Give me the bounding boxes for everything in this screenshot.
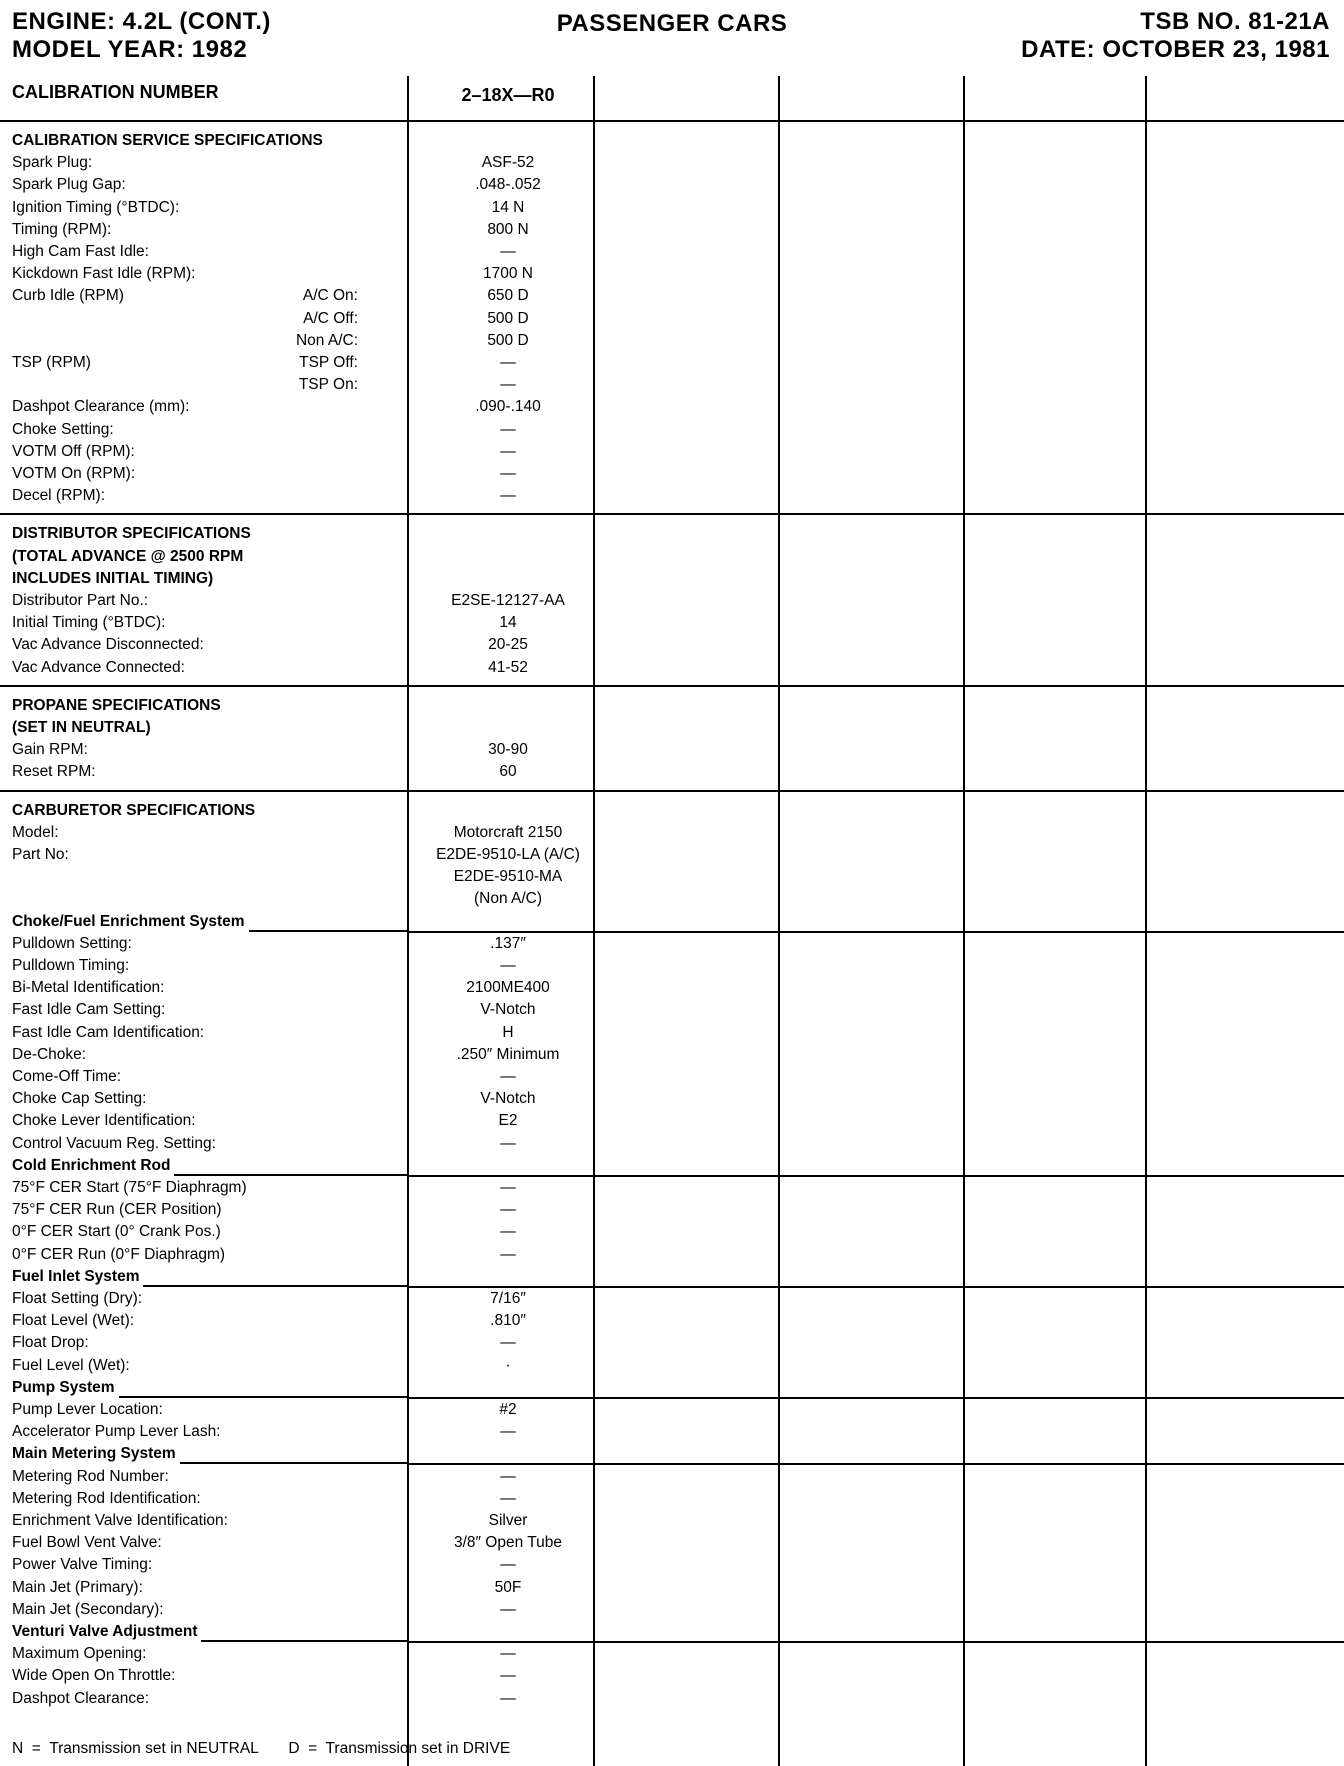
engine-title: ENGINE: 4.2L (CONT.) — [12, 8, 271, 35]
spec-row — [12, 866, 1342, 888]
spec-row — [12, 1599, 1342, 1621]
section-heading-row — [12, 911, 1342, 933]
spec-label: Spark Plug: — [12, 154, 93, 172]
spec-row — [12, 1288, 1342, 1310]
spec-row — [12, 739, 1342, 761]
spec-label: Kickdown Fast Idle (RPM): — [12, 265, 196, 283]
spec-value: (Non A/C) — [473, 890, 543, 908]
spec-sublabel: Non A/C: — [295, 331, 358, 349]
subsection-divider — [407, 1286, 1344, 1288]
subsection-divider — [407, 1463, 1344, 1465]
section-heading: CALIBRATION SERVICE SPECIFICATIONS — [12, 132, 323, 149]
spec-label: Choke Cap Setting: — [12, 1090, 147, 1108]
spec-value: .048-.052 — [475, 176, 541, 194]
spec-value: 30-90 — [488, 741, 528, 759]
section-heading-row — [12, 130, 1342, 152]
spec-label: Come-Off Time: — [12, 1068, 122, 1085]
spec-row — [12, 1665, 1342, 1687]
calibration-number-value: 2–18X—R0 — [461, 85, 555, 105]
spec-row — [12, 1310, 1342, 1332]
section-heading-row — [12, 568, 1342, 590]
spec-value: ASF-52 — [481, 154, 535, 172]
spec-row — [12, 844, 1342, 866]
spec-value: — — [500, 1667, 516, 1685]
spec-row — [12, 1088, 1342, 1110]
spec-value: 14 N — [491, 198, 525, 216]
spec-label: Metering Rod Identification: — [12, 1489, 201, 1507]
spec-row — [12, 241, 1342, 263]
spec-row — [12, 590, 1342, 612]
spec-label: 75°F CER Run (CER Position) — [12, 1201, 222, 1219]
subsection-divider — [407, 1397, 1344, 1399]
spec-row — [12, 1066, 1342, 1088]
spec-row — [12, 463, 1342, 485]
spec-label: Fast Idle Cam Identification: — [12, 1023, 205, 1041]
spec-row — [12, 263, 1342, 285]
spec-label: Power Valve Timing: — [12, 1556, 153, 1574]
spec-label: Initial Timing (°BTDC): — [12, 614, 166, 632]
spec-value: .137″ — [490, 934, 526, 952]
spec-label: 0°F CER Run (0°F Diaphragm) — [12, 1245, 226, 1263]
footer-legend: N = Transmission set in NEUTRAL D = Transmission set in DRIVE — [12, 1740, 511, 1757]
spec-label: Accelerator Pump Lever Lash: — [12, 1423, 221, 1441]
spec-value: 20-25 — [488, 636, 528, 654]
spec-label: Decel (RPM): — [12, 487, 106, 505]
spec-label: Vac Advance Disconnected: — [12, 636, 204, 654]
spec-label: Pulldown Setting: — [12, 934, 132, 952]
spec-label: 0°F CER Start (0° Crank Pos.) — [12, 1223, 221, 1241]
section-heading-row — [12, 1266, 1342, 1288]
spec-label: Pump Lever Location: — [12, 1401, 163, 1418]
spec-sublabel: A/C Off: — [303, 309, 358, 327]
spec-value: 50F — [494, 1578, 522, 1596]
model-year-title: MODEL YEAR: 1982 — [12, 36, 248, 63]
spec-row — [12, 419, 1342, 441]
spec-row — [12, 1466, 1342, 1488]
spec-label: Choke Setting: — [12, 420, 114, 438]
spec-label: Model: — [12, 823, 59, 841]
spec-label: Ignition Timing (°BTDC): — [12, 198, 180, 216]
spec-label: Choke Lever Identification: — [12, 1112, 196, 1130]
subsection-divider — [407, 1641, 1344, 1643]
section-heading: Venturi Valve Adjustment — [12, 1623, 198, 1640]
spec-row — [12, 441, 1342, 463]
spec-row — [12, 152, 1342, 174]
spec-label: Fuel Level (Wet): — [12, 1356, 130, 1374]
spec-value: 3/8″ Open Tube — [453, 1534, 563, 1552]
spec-row — [12, 374, 1342, 396]
spec-row — [12, 634, 1342, 656]
spec-label: Main Jet (Primary): — [12, 1578, 143, 1596]
subsection-rule — [201, 1640, 407, 1642]
spec-value: — — [500, 1334, 516, 1352]
spec-value: — — [500, 420, 516, 438]
section-heading-row — [12, 717, 1342, 739]
spec-label: Metering Rod Number: — [12, 1467, 169, 1485]
spec-value: — — [500, 1689, 516, 1707]
spec-row — [12, 1510, 1342, 1532]
spec-row — [12, 888, 1342, 910]
section-heading-row — [12, 523, 1342, 545]
section-heading: DISTRIBUTOR SPECIFICATIONS — [12, 525, 251, 543]
spec-row — [12, 612, 1342, 634]
spec-row — [12, 657, 1342, 679]
spec-value: E2DE-9510-LA (A/C) — [436, 846, 580, 863]
subsection-divider — [407, 1175, 1344, 1177]
spec-value: — — [500, 1467, 516, 1485]
spec-row — [12, 999, 1342, 1021]
section-heading-row — [12, 695, 1342, 717]
section-divider — [0, 685, 1344, 687]
spec-row — [12, 822, 1342, 844]
spec-label: Spark Plug Gap: — [12, 176, 126, 194]
spec-value: E2 — [498, 1112, 518, 1130]
section-heading: Pump System — [12, 1378, 115, 1396]
spec-value: #2 — [499, 1401, 517, 1418]
section-heading: Main Metering System — [12, 1445, 176, 1463]
header-tsb-block — [1021, 8, 1330, 64]
spec-value: 7/16″ — [490, 1290, 526, 1307]
spec-value: 2100ME400 — [466, 979, 550, 997]
spec-value: .090-.140 — [475, 398, 541, 416]
section-heading-row — [12, 546, 1342, 568]
spec-row — [12, 1022, 1342, 1044]
spec-value: — — [500, 487, 516, 505]
section-heading: (TOTAL ADVANCE @ 2500 RPM — [12, 547, 244, 565]
spec-row — [12, 1244, 1342, 1266]
spec-value: 1700 N — [483, 265, 533, 283]
spec-label: Maximum Opening: — [12, 1645, 147, 1663]
spec-row — [12, 761, 1342, 783]
spec-row — [12, 1399, 1342, 1421]
spec-row — [12, 1688, 1342, 1710]
spec-label: Part No: — [12, 846, 69, 863]
spec-label: Dashpot Clearance (mm): — [12, 398, 190, 416]
spec-row — [12, 1577, 1342, 1599]
subsection-rule — [174, 1174, 407, 1176]
spec-value: — — [500, 243, 516, 260]
spec-value: .810″ — [490, 1312, 526, 1330]
spec-label: Wide Open On Throttle: — [12, 1667, 176, 1685]
spec-value: H — [502, 1023, 514, 1041]
spec-row — [12, 308, 1342, 330]
spec-row — [12, 1221, 1342, 1243]
section-heading: PROPANE SPECIFICATIONS — [12, 696, 221, 714]
spec-value: — — [500, 376, 516, 394]
spec-value: — — [500, 957, 516, 974]
spec-label: Main Jet (Secondary): — [12, 1600, 164, 1618]
tsb-number: TSB NO. 81-21A — [1140, 8, 1330, 35]
section-heading-row — [12, 800, 1342, 822]
spec-value: 41-52 — [488, 658, 528, 676]
calibration-number-label: CALIBRATION NUMBER — [12, 82, 219, 102]
spec-value: — — [500, 1245, 516, 1263]
spec-value: — — [500, 1556, 516, 1574]
spec-value: — — [500, 1201, 516, 1219]
spec-value: — — [500, 1489, 516, 1507]
subsection-divider — [407, 931, 1344, 933]
spec-label: Dashpot Clearance: — [12, 1689, 149, 1707]
spec-value: — — [500, 1179, 516, 1196]
spec-label: High Cam Fast Idle: — [12, 243, 149, 260]
spec-row — [12, 1643, 1342, 1665]
spec-row — [12, 955, 1342, 977]
spec-value: V-Notch — [480, 1090, 536, 1108]
spec-row — [12, 352, 1342, 374]
spec-label: Fast Idle Cam Setting: — [12, 1001, 166, 1019]
section-divider — [0, 790, 1344, 792]
subsection-rule — [249, 930, 407, 932]
spec-label: Float Level (Wet): — [12, 1312, 135, 1330]
spec-value: Silver — [488, 1512, 528, 1529]
section-heading: CARBURETOR SPECIFICATIONS — [12, 801, 256, 819]
spec-sublabel: TSP Off: — [299, 354, 358, 371]
subsection-rule — [119, 1396, 407, 1398]
section-heading-row — [12, 1155, 1342, 1177]
spec-row — [12, 1332, 1342, 1354]
spec-value: — — [500, 1423, 516, 1441]
section-heading-row — [12, 1621, 1342, 1643]
spec-label: De-Choke: — [12, 1045, 87, 1063]
spec-label: VOTM On (RPM): — [12, 465, 136, 482]
spec-value: 14 — [499, 614, 517, 632]
spec-value: — — [500, 354, 516, 371]
spec-value: · — [505, 1356, 511, 1374]
section-heading: (SET IN NEUTRAL) — [12, 719, 151, 736]
spec-label: TSP (RPM) — [12, 354, 91, 371]
spec-label: Fuel Bowl Vent Valve: — [12, 1534, 162, 1552]
spec-row — [12, 330, 1342, 352]
spec-value: — — [500, 1600, 516, 1618]
spec-label: Float Setting (Dry): — [12, 1290, 143, 1307]
spec-label: 75°F CER Start (75°F Diaphragm) — [12, 1179, 247, 1196]
spec-value: 500 D — [487, 309, 529, 327]
section-heading-row — [12, 1377, 1342, 1399]
spec-label: Curb Idle (RPM) — [12, 287, 124, 305]
section-heading: Choke/Fuel Enrichment System — [12, 912, 245, 930]
spec-value: Motorcraft 2150 — [453, 823, 563, 841]
spec-label: Vac Advance Connected: — [12, 658, 185, 676]
spec-value: — — [500, 1068, 516, 1085]
spec-row — [12, 1133, 1342, 1155]
spec-row — [12, 1177, 1342, 1199]
spec-row — [12, 285, 1342, 307]
spec-label: VOTM Off (RPM): — [12, 442, 135, 460]
spec-sublabel: TSP On: — [298, 376, 358, 394]
spec-row — [12, 1355, 1342, 1377]
section-heading-row — [12, 1443, 1342, 1465]
spec-label: Enrichment Valve Identification: — [12, 1512, 228, 1529]
spec-label: Gain RPM: — [12, 741, 88, 759]
spec-value: E2SE-12127-AA — [451, 592, 565, 609]
spec-row — [12, 1421, 1342, 1443]
spec-value: 60 — [499, 763, 517, 781]
spec-row — [12, 197, 1342, 219]
spec-label: Pulldown Timing: — [12, 957, 130, 974]
section-heading: INCLUDES INITIAL TIMING) — [12, 569, 214, 587]
spec-label: Float Drop: — [12, 1334, 89, 1352]
spec-label: Distributor Part No.: — [12, 592, 149, 609]
spec-row — [12, 977, 1342, 999]
spec-row — [12, 1110, 1342, 1132]
spec-value: .250″ Minimum — [456, 1045, 560, 1063]
spec-row — [12, 396, 1342, 418]
spec-row — [12, 1044, 1342, 1066]
spec-label: Control Vacuum Reg. Setting: — [12, 1134, 216, 1152]
subsection-rule — [180, 1462, 407, 1464]
section-divider — [0, 513, 1344, 515]
section-divider — [0, 120, 1344, 122]
section-heading: Fuel Inlet System — [12, 1267, 140, 1285]
spec-label: Timing (RPM): — [12, 220, 112, 238]
spec-row — [12, 485, 1342, 507]
passenger-cars-title: PASSENGER CARS — [556, 10, 788, 37]
spec-value: — — [500, 1223, 516, 1241]
spec-value: — — [500, 465, 516, 482]
spec-label: Reset RPM: — [12, 763, 96, 781]
subsection-rule — [143, 1285, 407, 1287]
spec-row — [12, 219, 1342, 241]
spec-row — [12, 1488, 1342, 1510]
spec-row — [12, 1199, 1342, 1221]
spec-value: — — [500, 1134, 516, 1152]
tsb-date: DATE: OCTOBER 23, 1981 — [1021, 36, 1330, 63]
spec-sublabel: A/C On: — [302, 287, 358, 305]
spec-value: 500 D — [487, 331, 529, 349]
spec-value: — — [500, 442, 516, 460]
spec-row — [12, 1554, 1342, 1576]
section-heading: Cold Enrichment Rod — [12, 1156, 171, 1174]
spec-value: 650 D — [487, 287, 529, 305]
spec-row — [12, 933, 1342, 955]
spec-value: 800 N — [487, 220, 529, 238]
spec-value: V-Notch — [480, 1001, 536, 1019]
spec-value: E2DE-9510-MA — [453, 868, 563, 886]
spec-value: — — [500, 1645, 516, 1663]
spec-label: Bi-Metal Identification: — [12, 979, 165, 997]
spec-row — [12, 1532, 1342, 1554]
spec-row — [12, 174, 1342, 196]
